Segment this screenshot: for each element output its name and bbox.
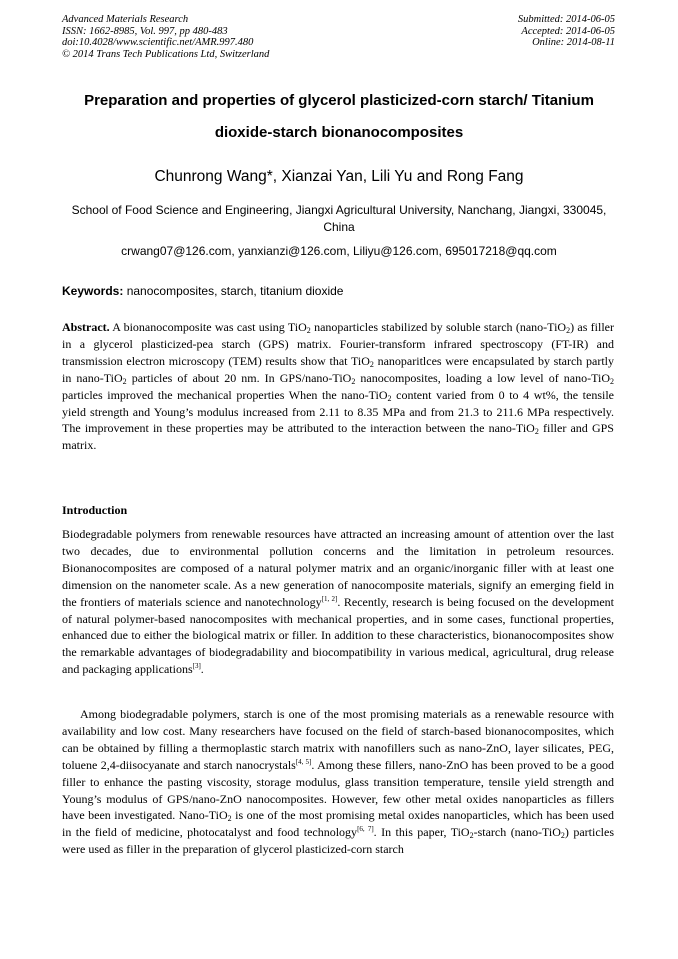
author-emails[interactable]: crwang07@126.com, yanxianzi@126.com, Liliyu@126.com, 695017218@qq.com — [121, 244, 557, 258]
abstract-text: particles improved the mechanical properties When the nano-TiO — [62, 387, 388, 402]
journal-issn: ISSN: 1662-8985, Vol. 997, pp 480-483 — [62, 25, 228, 37]
citation-ref[interactable]: [6, 7] — [357, 825, 374, 834]
subscript: 2 — [227, 814, 232, 824]
subscript: 2 — [387, 393, 392, 403]
subscript: 2 — [566, 326, 571, 335]
abstract-text: nanocomposites, loading a low level of nano-TiO — [355, 370, 610, 385]
paper-title-line-2: dioxide-starch bionanocomposites — [214, 124, 464, 141]
journal-doi[interactable]: doi:10.4028/www.scientific.net/AMR.997.480 — [62, 37, 254, 49]
subscript: 2 — [369, 359, 374, 369]
keywords-text: nanocomposites, starch, titanium dioxide — [126, 284, 344, 298]
paragraph-text: Among biodegradable polymers, starch is one of the most promising materials as a renewable resource with availability and low cost. Many researchers have focused on the field of starch-based bionanocomposites, which can be obtained by filling a thermoplastic starch matrix with nanofillers such as nano-ZnO, layer silicates, PEG, toluene 2,4-diisocyanate and starch nanocrystals — [62, 707, 614, 772]
accepted-date: Accepted: 2014-06-05 — [521, 25, 615, 37]
keywords-label: Keywords: — [62, 284, 124, 298]
journal-copyright: © 2014 Trans Tech Publications Ltd, Switzerland — [62, 48, 270, 60]
subscript: 2 — [610, 376, 614, 386]
publication-dates — [518, 14, 615, 49]
paragraph-text: -starch (nano-TiO — [473, 825, 561, 840]
paragraph-text: . Recently, research is being focused on the development of natural polymer-based nanocomposites with mechanical properties, and in some cases, functional properties, enhanced due to either the biological matrix or filler. In addition to these characteristics, bionanocomposites show the remarkable advantages of biodegradability and biocompatibility in various medical, agricultural, drug release and packaging applications — [62, 594, 614, 677]
journal-info — [62, 14, 269, 60]
subscript: 2 — [122, 376, 127, 386]
keywords — [62, 284, 343, 298]
paragraph-text: is one of the most promising metal oxides nanoparticles, which has been used in the field of medicine, photocatalyst and food technology — [62, 808, 615, 840]
paper-title-line-1: Preparation and properties of glycerol plasticized-corn starch/ Titanium — [84, 92, 594, 109]
paragraph-text: . In this paper, TiO — [373, 825, 470, 840]
citation-ref[interactable]: [3] — [192, 662, 201, 671]
paragraph-text: Biodegradable polymers from renewable resources have attracted an increasing amount of attention over the last two decades, due to environmental pollution concerns and the limitation in petroleum resources. Bionanocomposites are composed of a natural polymer matrix and an organic/inorganic filler with at least one dimension on the nanometer scale. As a new generation of nanocomposite materials, signify an emerging field in the frontiers of materials science and nanotechnology — [62, 527, 614, 609]
abstract-text: nanoparitlces were encapsulated by starch partly in nano-TiO — [62, 353, 614, 385]
abstract-text: filler and GPS matrix. — [62, 421, 614, 453]
paragraph-text: ) particles were used as filler in the preparation of glycerol plasticized-corn starch — [62, 825, 614, 857]
paragraph-text: . Among these fillers, nano-ZnO has been proved to be a good filler to enhance the pasting viscosity, storage modulus, glass transition temperature, tensile yield strength and Young’s modulus of GPS/nano-ZnO nanocomposites. However, few other metal oxides nanoparticles as fillers have been investigated. Nano-TiO — [62, 757, 614, 823]
intro-paragraph-1 — [62, 526, 614, 678]
abstract-text: particles of about 20 nm. In GPS/nano-TiO — [126, 370, 352, 385]
subscript: 2 — [469, 831, 474, 841]
online-date: Online: 2014-08-11 — [532, 37, 615, 49]
citation-ref[interactable]: [1, 2] — [321, 594, 338, 603]
paragraph-text: . — [200, 662, 204, 677]
intro-paragraph-2 — [62, 706, 614, 858]
submitted-date: Submitted: 2014-06-05 — [517, 14, 615, 25]
abstract-label: Abstract. — [62, 320, 110, 334]
citation-ref[interactable]: [4, 5] — [295, 757, 312, 766]
subscript: 2 — [560, 831, 565, 841]
affiliation: School of Food Science and Engineering, Jiangxi Agricultural University, Nanchang, Jiangxi, 330045, China — [71, 203, 607, 234]
subscript: 2 — [351, 376, 356, 386]
subscript: 2 — [534, 427, 539, 437]
journal-name: Advanced Materials Research — [62, 14, 189, 25]
subscript: 2 — [306, 326, 311, 335]
abstract-text: nanoparticles stabilized by soluble starch (nano-TiO — [310, 320, 567, 334]
section-heading-introduction: Introduction — [62, 503, 128, 517]
abstract-text: ) as filler in a glycerol plasticized-pea starch (GPS) matrix. Fourier-transform infrared spectroscopy (FT-IR) and transmission electron microscopy (TEM) results show that TiO — [62, 320, 615, 368]
abstract-text: content varied from 0 to 4 wt%, the tensile yield strength and Young’s modulus increased from 2.11 to 8.35 MPa and from 21.3 to 211.6 MPa respectively. The improvement in these properties may be attributed to the interaction between the nano-TiO — [62, 387, 614, 436]
abstract-text: A bionanocomposite was cast using TiO — [112, 320, 307, 334]
author-list: Chunrong Wang*, Xianzai Yan, Lili Yu and Rong Fang — [154, 168, 524, 185]
abstract — [62, 319, 614, 454]
